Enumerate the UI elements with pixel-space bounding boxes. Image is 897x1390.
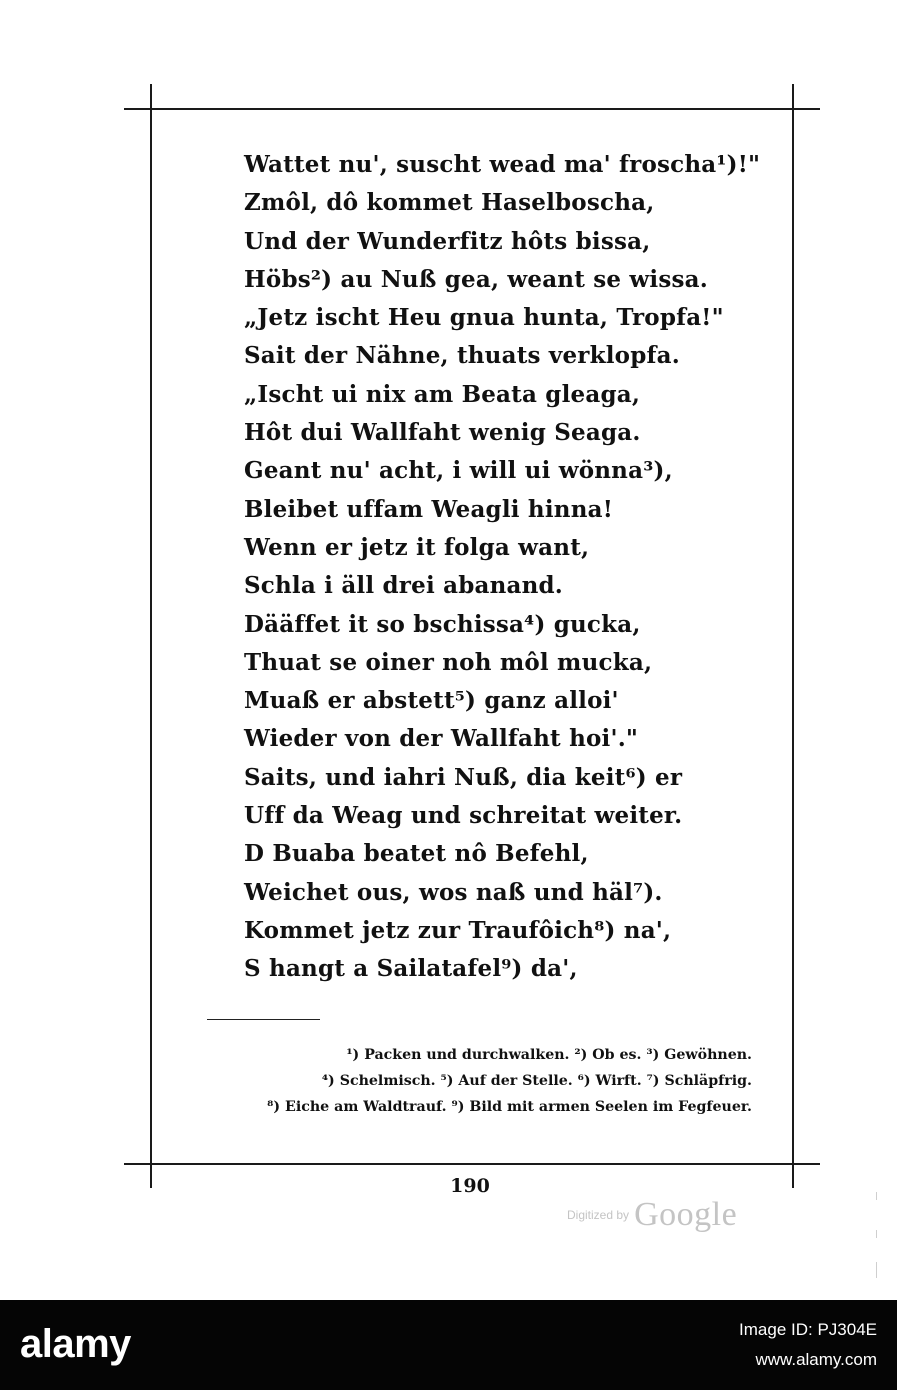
poem-line: Sait der Nähne, thuats verklopfa.	[244, 342, 680, 370]
poem-line: Wieder von der Wallfaht hoi'."	[244, 725, 639, 753]
poem-line: Zmôl, dô kommet Haselboscha,	[244, 189, 655, 217]
poem-line: Bleibet uffam Weagli hinna!	[244, 495, 614, 523]
top-frame-rule	[124, 108, 820, 110]
digitized-by-google-watermark	[567, 1196, 767, 1236]
poem-line: Dääffet it so bschissa⁴) gucka,	[244, 610, 641, 638]
poem-line: Kommet jetz zur Traufôich⁸) na',	[244, 916, 672, 944]
footnotes	[222, 1042, 752, 1120]
poem-line: D Buaba beatet nô Befehl,	[244, 840, 589, 868]
digitized-prefix: Digitized by	[567, 1208, 630, 1222]
poem-line: Hôt dui Wallfaht wenig Seaga.	[244, 419, 641, 447]
poem-line: Wenn er jetz it folga want,	[244, 533, 590, 561]
poem-line: Weichet ous, wos naß und häl⁷).	[244, 878, 663, 906]
poem-line: Wattet nu', suscht wead ma' froscha¹)!"	[244, 151, 761, 178]
poem-line: Uff da Weag und schreitat weiter.	[244, 802, 683, 830]
poem-line: Saits, und iahri Nuß, dia keit⁶) er	[244, 763, 683, 791]
page-number: 190	[450, 1175, 490, 1197]
poem-line: Muaß er abstett⁵) ganz alloi'	[244, 687, 619, 715]
footnote-line: ¹) Packen und durchwalken. ²) Ob es. ³) Gewöhnen.	[346, 1047, 752, 1063]
scan-edge-mark	[876, 1262, 877, 1278]
poem-line: Höbs²) au Nuß gea, weant se wissa.	[244, 265, 708, 293]
footnote-line: ⁴) Schelmisch. ⁵) Auf der Stelle. ⁶) Wirft. ⁷) Schläpfrig.	[321, 1073, 752, 1089]
alamy-logo: alamy	[20, 1322, 131, 1366]
left-frame-rule	[150, 108, 152, 1188]
poem-line: Geant nu' acht, i will ui wönna³),	[244, 457, 673, 485]
footnote-separator	[207, 1019, 320, 1020]
poem-line: Schla i äll drei abanand.	[244, 572, 564, 600]
image-id: Image ID: PJ304E	[739, 1320, 877, 1339]
bottom-frame-rule	[124, 1163, 820, 1165]
google-logo: Google	[634, 1196, 738, 1233]
footnote-line: ⁸) Eiche am Waldtrauf. ⁹) Bild mit armen Seelen im Fegfeuer.	[267, 1099, 752, 1115]
poem-text-block	[244, 146, 784, 989]
footer-url: www.alamy.com	[755, 1350, 877, 1369]
poem-line: „Jetz ischt Heu gnua hunta, Tropfa!"	[244, 304, 724, 332]
scan-edge-mark	[876, 1192, 877, 1200]
scan-edge-mark	[876, 1230, 877, 1238]
poem-line: S hangt a Sailatafel⁹) da',	[244, 955, 578, 983]
poem-line: Thuat se oiner noh môl mucka,	[244, 648, 653, 676]
poem-line: Und der Wunderfitz hôts bissa,	[244, 227, 651, 255]
right-frame-rule	[792, 108, 794, 1188]
stock-footer-band	[0, 1300, 897, 1390]
poem-line: „Ischt ui nix am Beata gleaga,	[244, 380, 641, 408]
